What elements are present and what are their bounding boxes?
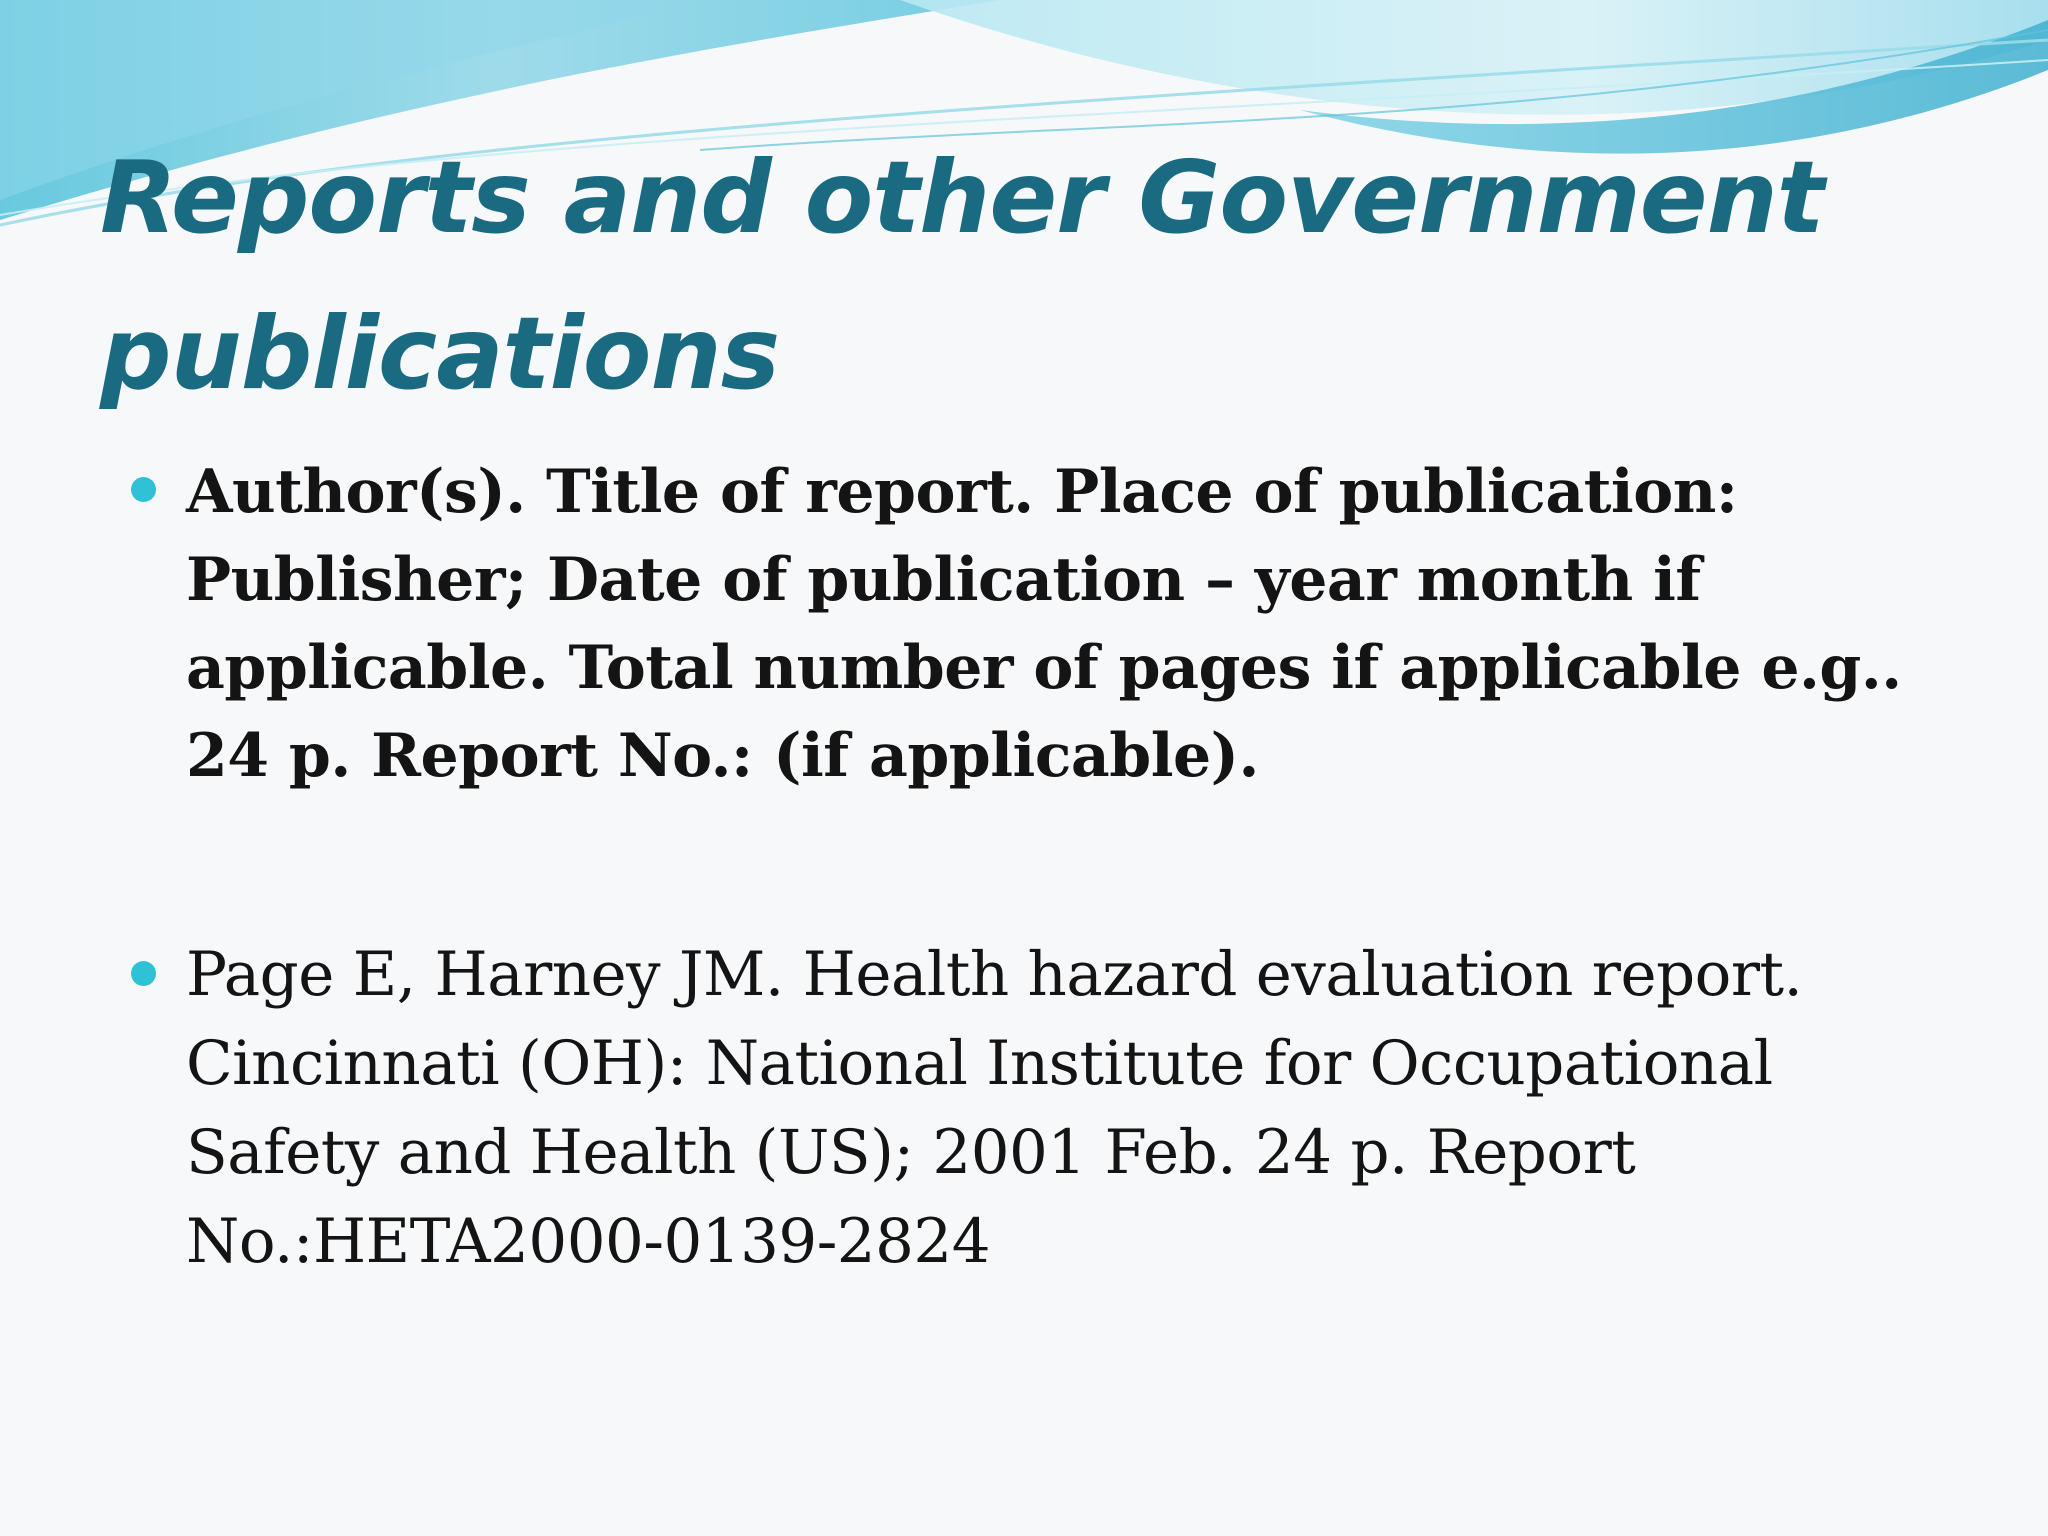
bullet-text-example: Page E, Harney JM. Health hazard evaluation report. Cincinnati (OH): National Institute for Occupational Safety and Health (US); 2001 Feb. 24 p. Report No.:HETA2000-0139-2824 xyxy=(186,939,1803,1277)
bullet-text-format: Author(s). Title of report. Place of publication: Publisher; Date of publication – year month if applicable. Total number of pages if applicable e.g.. 24 p. Report No.: (if applicable). xyxy=(186,457,1902,791)
bullet-list xyxy=(0,448,2048,1286)
slide-title: Reports and other Government publications xyxy=(100,139,1824,412)
bullet-item-example xyxy=(0,930,1906,1286)
bullet-item-format xyxy=(0,448,1906,800)
circle-bullet-icon xyxy=(131,961,156,986)
circle-bullet-icon xyxy=(131,477,156,502)
